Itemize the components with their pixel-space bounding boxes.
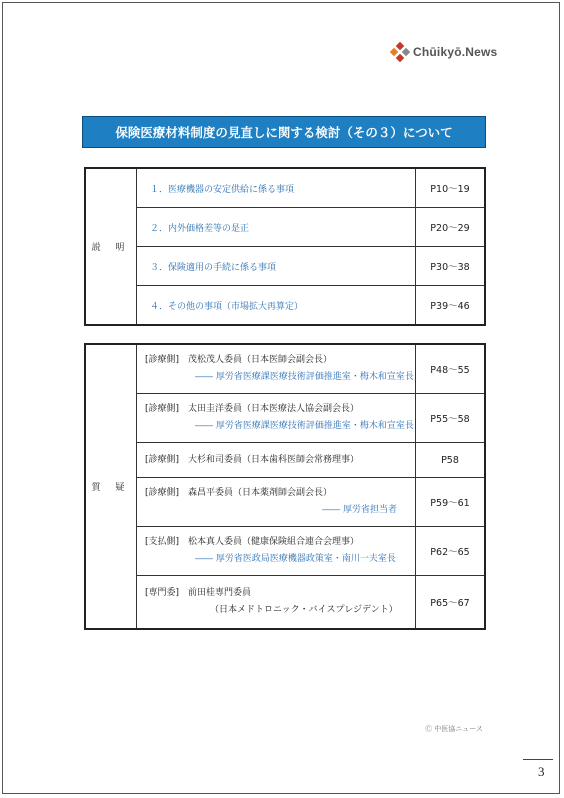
page-range: P20～29 bbox=[416, 208, 486, 247]
questioner: [支払側] 松本真人委員（健康保険組合連合会理事） bbox=[145, 537, 360, 547]
respondent: ―― 厚労省医療課医療技術評価推進室・梅木和宣室長 bbox=[195, 372, 414, 382]
questioner: [診療側] 森昌平委員（日本薬剤師会副会長） bbox=[145, 488, 333, 498]
page-range: P10～19 bbox=[416, 168, 486, 208]
logo-text: Chūikyō.News bbox=[413, 45, 498, 59]
logo-diamonds-icon bbox=[391, 43, 409, 61]
document-page bbox=[2, 2, 560, 794]
page-range: P55～58 bbox=[416, 394, 486, 443]
page-range: P62～65 bbox=[416, 527, 486, 576]
questioner: [診療側] 茂松茂人委員（日本医師会副会長） bbox=[145, 355, 333, 365]
question-row bbox=[137, 527, 416, 576]
footer-divider bbox=[523, 759, 553, 760]
page-range: P39～46 bbox=[416, 286, 486, 326]
respondent: ―― 厚労省医政局医療機器政策室・南川一夫室長 bbox=[195, 554, 396, 564]
page-range: P58 bbox=[416, 443, 486, 478]
page-range: P65～67 bbox=[416, 576, 486, 630]
questions-label: 質 疑 bbox=[85, 344, 137, 629]
explanation-item: ３．保険適用の手続に係る事項 bbox=[137, 247, 416, 286]
questioner: [専門委] 前田桂専門委員 bbox=[145, 588, 252, 598]
explanation-label: 説 明 bbox=[85, 168, 137, 325]
explanation-item: ４．その他の事項（市場拡大再算定） bbox=[137, 286, 416, 326]
question-row bbox=[137, 344, 416, 394]
questions-table bbox=[84, 343, 486, 630]
respondent: ―― 厚労省医療課医療技術評価推進室・梅木和宣室長 bbox=[195, 421, 414, 431]
page-range: P48～55 bbox=[416, 344, 486, 394]
respondent: （日本メドトロニック・バイスプレジデント） bbox=[210, 605, 398, 615]
page-number: 3 bbox=[538, 764, 545, 779]
question-row bbox=[137, 394, 416, 443]
copyright: Ⓒ 中医協ニュース bbox=[425, 725, 483, 733]
respondent: ―― 厚労省担当者 bbox=[322, 505, 397, 515]
explanation-item: １．医療機器の安定供給に係る事項 bbox=[137, 168, 416, 208]
questioner: [診療側] 太田圭洋委員（日本医療法人協会副会長） bbox=[145, 404, 360, 414]
logo bbox=[391, 41, 497, 63]
question-row bbox=[137, 443, 416, 478]
question-row bbox=[137, 576, 416, 630]
page-range: P59～61 bbox=[416, 478, 486, 527]
page-range: P30～38 bbox=[416, 247, 486, 286]
questioner: [診療側] 大杉和司委員（日本歯科医師会常務理事） bbox=[145, 454, 360, 465]
question-row bbox=[137, 478, 416, 527]
explanation-table bbox=[84, 167, 486, 326]
page-title: 保険医療材料制度の見直しに関する検討（その３）について bbox=[82, 116, 486, 148]
explanation-item: ２．内外価格差等の是正 bbox=[137, 208, 416, 247]
